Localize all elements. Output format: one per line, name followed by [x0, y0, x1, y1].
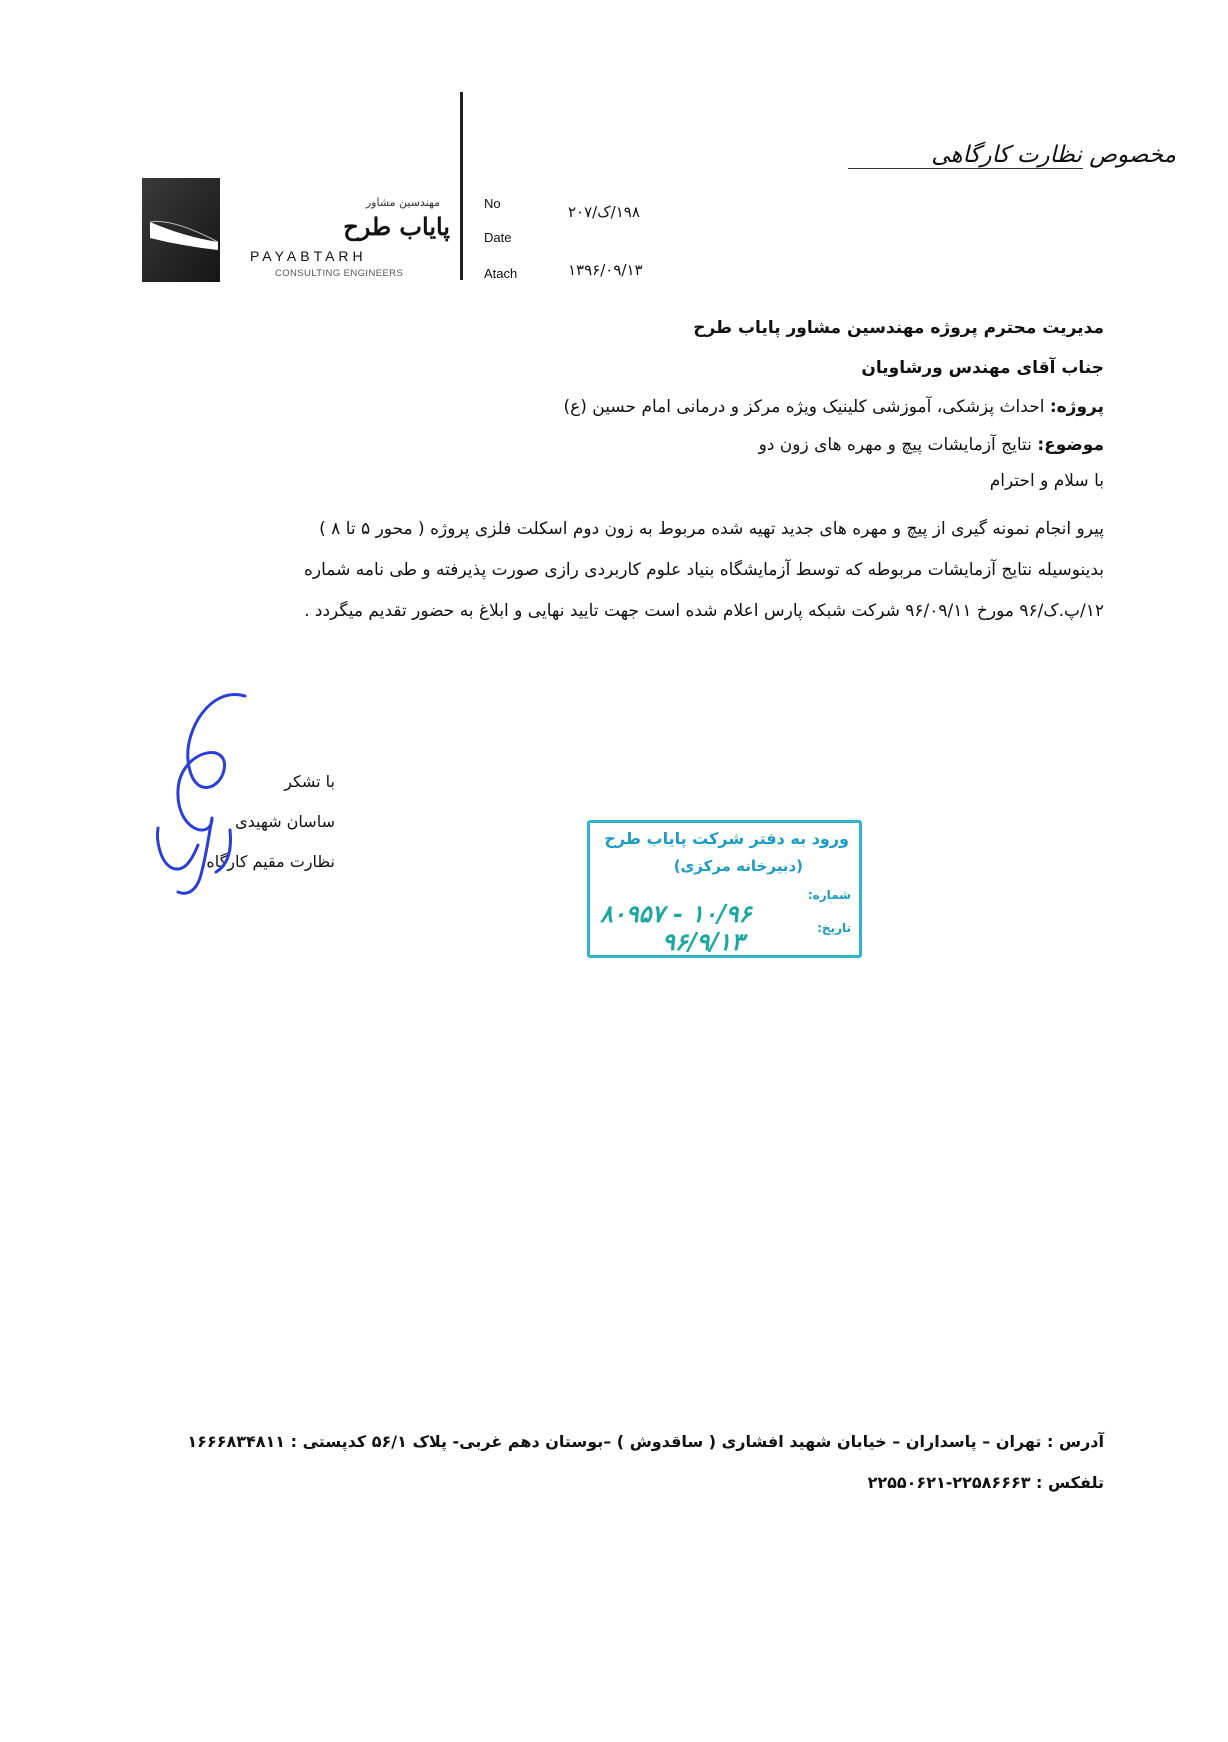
handwritten-underline — [848, 168, 1083, 169]
letter-date: ۱۳۹۶/۰۹/۱۳ — [568, 261, 643, 279]
company-name-fa: پایاب طرح — [343, 212, 450, 241]
closing: با تشکر — [284, 772, 335, 791]
signer-name: ساسان شهیدی — [235, 812, 335, 831]
project-value: احداث پزشکی، آموزشی کلینیک ویژه مرکز و درمانی امام حسین (ع) — [563, 397, 1050, 417]
recipient: مدیریت محترم پروژه مهندسین مشاور پایاب طرح — [693, 318, 1104, 338]
stamp-number-label: شماره: — [807, 888, 851, 902]
company-name-fa-small: مهندسین مشاور — [365, 196, 440, 209]
company-logo-icon — [142, 178, 220, 282]
stamp-subtitle: (دبیرخانه مرکزی) — [673, 857, 803, 875]
attach-label: Atach — [484, 266, 518, 281]
project-label: پروژه: — [1049, 397, 1104, 417]
date-label: Date — [484, 230, 512, 245]
registration-stamp — [587, 820, 862, 958]
body-line: ۱۲/پ.ک/۹۶ مورخ ۹۶/۰۹/۱۱ شرکت شبکه پارس اعلام شده است جهت تایید نهایی و ابلاغ به حضور تقدیم میگردد . — [304, 601, 1104, 621]
company-name-en: PAYABTARH — [250, 248, 367, 264]
subject-line — [104, 435, 1104, 455]
signature-icon — [150, 690, 290, 950]
footer-telfax: تلفکس : ۲۲۵۸۶۶۶۳-۲۲۵۵۰۶۲۱ — [867, 1473, 1104, 1492]
header-divider — [460, 92, 463, 280]
footer-address: آدرس : تهران – پاسداران – خیابان شهید افشاری ( ساقدوش ) –بوستان دهم غربی- پلاک ۵۶/۱ کدپستی : ۱۶۶۶۸۳۴۸۱۱ — [187, 1432, 1104, 1451]
letter-number: ۱۹۸/ک/۲۰۷ — [568, 203, 640, 221]
footer — [104, 1432, 1104, 1514]
company-subtitle-en: CONSULTING ENGINEERS — [275, 268, 404, 279]
stamp-date-label: تاریخ: — [817, 921, 851, 935]
signer-title: نظارت مقیم کارگاه. — [201, 852, 335, 871]
body-line: بدینوسیله نتایج آزمایشات مربوطه که توسط آزمایشگاه بنیاد علوم کاربردی رازی صورت پذیرفته و طی نامه شماره — [304, 560, 1104, 580]
body-line: پیرو انجام نمونه گیری از پیچ و مهره های جدید تهیه شده مربوط به زون دوم اسکلت فلزی پروژه ( محور ۵ تا ۸ ) — [319, 519, 1104, 539]
subject-label: موضوع: — [1037, 435, 1104, 455]
project-line — [104, 397, 1104, 417]
stamp-number-value: ۱۰/۹۶ - ۸۰۹۵۷ — [600, 899, 752, 928]
stamp-date-value: ۹۶/۹/۱۳ — [662, 927, 744, 956]
body-paragraph — [104, 509, 1104, 632]
no-label: No — [484, 196, 501, 211]
stamp-title: ورود به دفتر شرکت پایاب طرح — [604, 829, 849, 848]
attention: جناب آقای مهندس ورشاویان — [861, 358, 1104, 378]
subject-value: نتایج آزمایشات پیچ و مهره های زون دو — [758, 435, 1038, 455]
greeting: با سلام و احترام — [989, 471, 1104, 491]
letter-body — [104, 318, 1104, 632]
handwritten-note: مخصوص نظارت کارگاهی — [931, 142, 1176, 168]
